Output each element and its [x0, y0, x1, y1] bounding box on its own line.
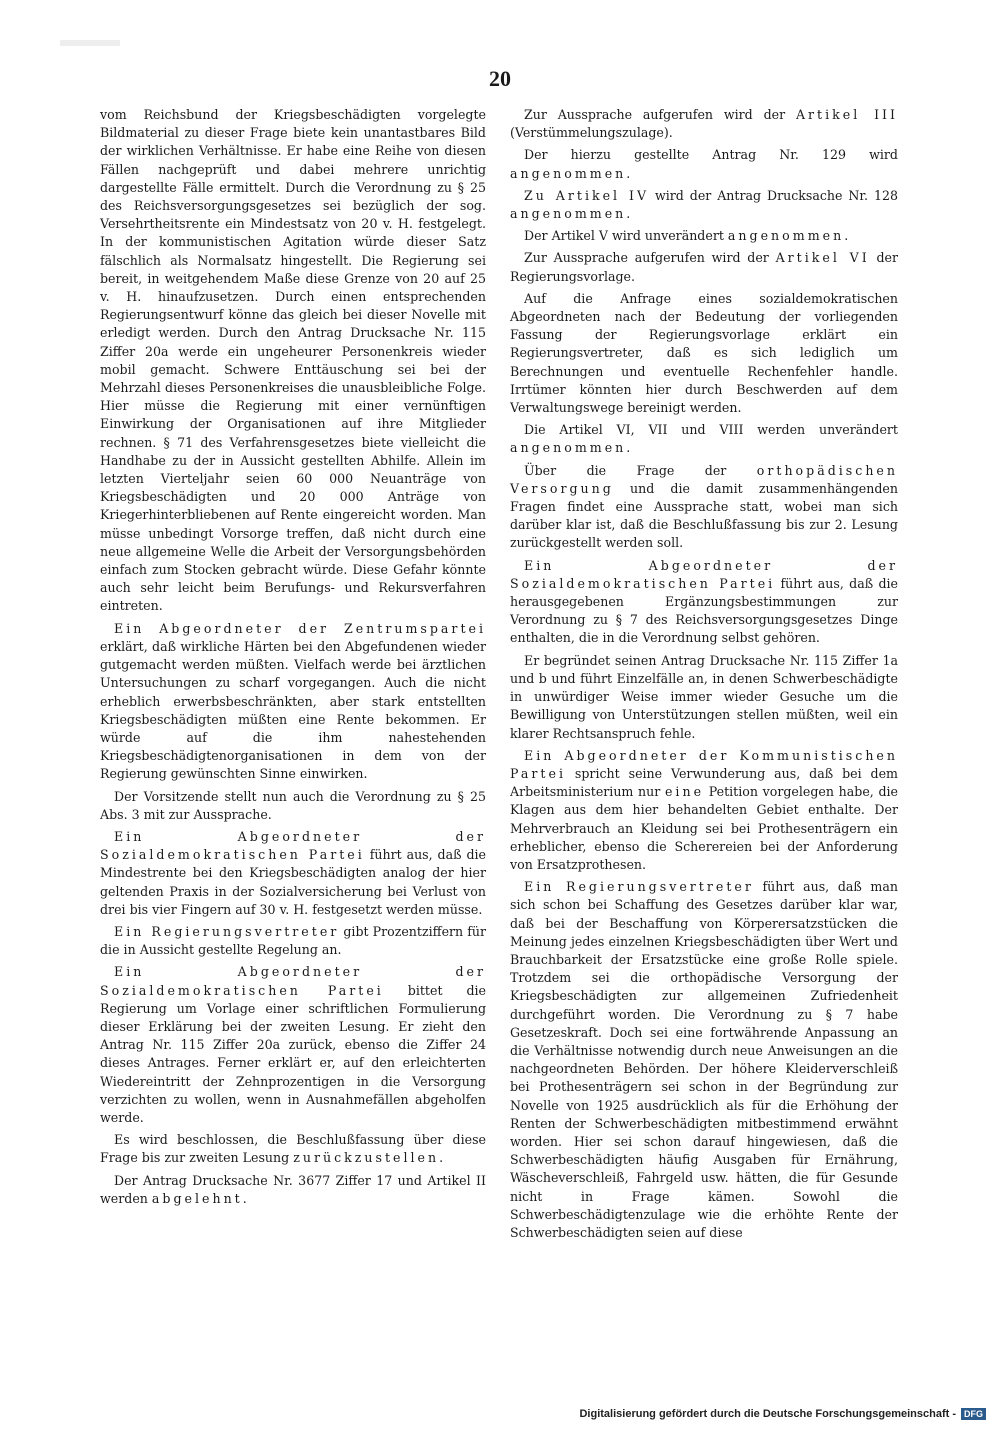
paragraph-text: Der hierzu gestellte Antrag Nr. 129 wird	[524, 147, 898, 163]
paragraph	[510, 227, 898, 245]
paragraph-text: wird der Antrag Drucksache Nr. 128	[649, 187, 898, 203]
scan-artifact	[60, 40, 120, 46]
paragraph-text: vom Reichsbund der Kriegsbeschädigten vorgelegte Bildmaterial zu dieser Frage biete kein unantastbares Bild der wirklichen Verhältnisse. Er habe eine Reihe von diesen Fällen nachgeprüft und dabei mehrere unrichtig dargestellte Fälle ermittelt. Durch die Verordnung zu § 25 des Reichsversorgungsgesetzes sei bezüglich der sog. Versehrtheitsrente ein Mindestsatz von 20 v. H. festgelegt. In der kommunistischen Agitation würde dieser Satz fälschlich als Normalsatz hingestellt. Die Regierung sei bereit, in weitgehendem Maße diese Grenze von 20 auf 25 v. H. hinaufzusetzen. Durch einen entsprechenden Regierungsentwurf könne das gleich bei dieser Novelle mit erledigt werden. Durch den Antrag Drucksache Nr. 115 Ziffer 20a werde ein ungeheurer Personenkreis wieder mobil gemacht. Schwere Enttäuschung sei bei der Mehrzahl dieses Personenkreises die unausbleibliche Folge. Hier müsse die Regierung mit einer vernünftigen Einwirkung der Organisationen auf ihre Mitglieder rechnen. § 71 des Verfahrensgesetzes biete vielleicht die Handhabe zu der in Aussicht gestellten Abhilfe. Allein im letzten Vierteljahr seien 60 000 Neuanträge von Kriegsbeschädigten und 20 000 Anträge von Kriegerhinterbliebenen auf Rente eingereicht worden. Man müsse unbedingt Vorsorge treffen, daß nicht durch eine neue allgemeine Welle die Arbeit der Versorgungsbehörden einfach zum Stocken gebracht würde. Diese Gefahr könnte auch sehr leicht beim Berufungs- und Rekursverfahren eintreten.	[100, 107, 486, 614]
spaced-text: Ein Regierungsvertreter	[114, 923, 340, 939]
footer	[579, 1408, 986, 1420]
dfg-logo: DFG	[961, 1408, 986, 1420]
spaced-text: zurückzustellen.	[293, 1150, 447, 1166]
spaced-text: Zu Artikel IV	[524, 187, 650, 203]
paragraph-text: Zur Aussprache aufgerufen wird der	[524, 250, 776, 266]
paragraph-text: spricht seine Verwunderung aus, daß bei dem Arbeitsministerium nur	[510, 765, 898, 800]
paragraph	[510, 878, 898, 1242]
paragraph-text: bittet die Regierung um Vorlage einer schriftlichen Formulierung dieser Erklärung bei der zweiten Lesung. Er zieht den Antrag Nr. 115 Ziffer 20a zurück, ebenso die Ziffer 24 dieses Antrages. Ferner erklärt er, auf den erleichterten Wiedereintritt der Zehnprozentigen in die Versorgung verzichten zu wollen, wenn in Ausnahmefällen abgeholfen werde.	[100, 982, 486, 1125]
footer-text: Digitalisierung gefördert durch die Deutsche Forschungsgemeinschaft -	[579, 1408, 956, 1420]
paragraph	[510, 146, 898, 182]
paragraph-text: führt aus, daß die Mindestrente bei den Kriegsbeschädigten analog der hier geltenden Praxis in der Sozialversicherung bei Verlust von drei bis vier Fingern auf 30 v. H. festgesetzt werden müsse.	[100, 847, 486, 917]
paragraph-text: gibt Prozentziffern für die in Aussicht gestellte Regelung an.	[100, 923, 486, 958]
paragraph-text: Zur Aussprache aufgerufen wird der	[524, 107, 796, 122]
paragraph-text: und die damit zusammenhängenden Fragen findet eine Aussprache statt, wobei man sich darüber klar ist, daß die Beschlußfassung bis zur 2. Lesung zurückgestellt werden soll.	[510, 480, 898, 551]
paragraph-text: (Verstümmelungszulage).	[510, 125, 673, 141]
paragraph-text: erklärt, daß wirkliche Härten bei den Abgefundenen wieder gutgemacht werden müßten. Vielfach werde bei ärztlichen Untersuchungen zu scharf vorgegangen. Auch die nicht erheblich erwerbsbeschränkten, aber stark entstellten Kriegsbeschädigten müßten eine Rente bekommen. Er würde auf die ihm nahestehenden Kriegsbeschädigtenorganisationen in dem von der Regierung gewünschten Sinne einwirken.	[100, 638, 486, 782]
spaced-text: Ein Abgeordneter der Zentrumspartei	[114, 620, 486, 636]
paragraph-text: Petition vorgelegen habe, die Klagen aus dem hier behandelten Gebiet enthalte. Der Mehrverbrauch an Kleidung sei bei Prothesenträgern ein erheblicher, ebenso die Scherereien bei der Anforderung von Ersatzprothesen.	[510, 784, 899, 872]
paragraph-text: führt aus, daß man sich schon bei Schaffung des Gesetzes darüber klar war, daß bei der Beschaffung von Körperersatzstücken die Meinung jedes einzelnen Kriegsbeschädigten über Wert und Brauchbarkeit der Ersatzstücke eine große Rolle spiele. Trotzdem sei die orthopädische Versorgung der Kriegsbeschädigten zur allgemeinen Zufriedenheit durchgeführt worden. Die Verordnung zu § 7 habe Gesetzeskraft. Doch sei eine fortwährende Anpassung an die Verhältnisse notwendig durch neue Anweisungen an die nachgeordneten Behörden. Der höhere Kleiderverschleiß bei Prothesenträgern sei schon in der Begründung zur Novelle von 1925 ausdrücklich als für die Erhöhung der Renten der Schwerbeschädigten mitbestimmend erwähnt worden. Hier sei schon darauf hingewiesen, daß die Schwerbeschädigten häufig Ausgaben für Ernährung, Wäscheverschleiß, Fahrgeld usw. hätten, die für Gesunde nicht in Frage kämen. Sowohl die Schwerbeschädigtenzulage wie die erhöhte Rente der Schwerbeschädigten seien auf diese	[510, 879, 898, 1240]
spaced-text: eine	[664, 784, 705, 800]
paragraph	[100, 923, 486, 959]
spaced-text: Ein Regierungsvertreter	[524, 879, 754, 895]
paragraph	[510, 652, 898, 743]
paragraph	[100, 788, 486, 824]
paragraph	[510, 557, 898, 648]
left-column	[100, 106, 486, 1212]
spaced-text: angenommen.	[727, 228, 852, 244]
paragraph	[100, 106, 486, 616]
paragraph	[510, 290, 898, 417]
paragraph-text: Er begründet seinen Antrag Drucksache Nr. 115 Ziffer 1a und b und führt Einzelfälle an, in denen Schwerbeschädigte in unwürdiger Weise immer wieder Gesuche um die Bewilligung von Unterstützungen stellen müßten, weil ein klarer Rechtsanspruch fehle.	[510, 652, 898, 741]
spaced-text: Ein Abgeordneter der Sozialdemokratischen Partei	[100, 828, 486, 863]
paragraph-text: Über die Frage der	[524, 462, 757, 478]
spaced-text: angenommen.	[510, 165, 634, 181]
spaced-text: Artikel VI	[775, 250, 870, 266]
spaced-text: Artikel III	[795, 107, 899, 122]
paragraph	[510, 421, 898, 457]
paragraph-text: Der Vorsitzende stellt nun auch die Verordnung zu § 25 Abs. 3 mit zur Aussprache.	[100, 788, 486, 822]
paragraph-text: Die Artikel VI, VII und VIII werden unverändert	[524, 422, 898, 438]
paragraph	[510, 249, 898, 285]
page-number: 20	[489, 66, 511, 91]
paragraph-text: Es wird beschlossen, die Beschlußfassung über diese Frage bis zur zweiten Lesung	[100, 1132, 486, 1166]
paragraph	[510, 187, 898, 223]
right-column	[510, 106, 898, 1246]
paragraph-text: führt aus, daß die herausgegebenen Ergänzungsbestimmungen zur Verordnung zu § 7 des Reichsversorgungsgesetzes Dinge enthalten, die in die Verordnung selbst gehören.	[510, 575, 898, 646]
paragraph-text: Auf die Anfrage eines sozialdemokratischen Abgeordneten nach der Bedeutung der vorliegenden Fassung der Regierungsvorlage erklärt ein Regierungsvertreter, daß es sich lediglich um Berechnungen und eventuelle Rechenfehler handle. Irrtümer könnten hier durch Beschwerden auf dem Verwaltungswege bereinigt werden.	[510, 290, 898, 416]
paragraph	[100, 963, 486, 1127]
spaced-text: orthopädischen Versorgung	[510, 462, 898, 496]
spaced-text: angenommen.	[510, 206, 634, 222]
paragraph-text: Der Artikel V wird unverändert	[524, 228, 728, 244]
paragraph	[100, 828, 486, 919]
paragraph	[510, 747, 898, 874]
spaced-text: abgelehnt.	[151, 1190, 250, 1206]
paragraph	[100, 620, 486, 784]
paragraph	[510, 106, 898, 142]
paragraph	[100, 1131, 486, 1167]
paragraph	[510, 462, 898, 553]
spaced-text: Ein Abgeordneter der Sozialdemokratischen Partei	[100, 964, 486, 998]
spaced-text: Ein Abgeordneter der Kommunistischen Partei	[510, 747, 898, 781]
spaced-text: angenommen.	[510, 440, 634, 456]
paragraph-text: der Regierungsvorlage.	[510, 250, 898, 284]
spaced-text: Ein Abgeordneter der Sozialdemokratischen Partei	[510, 557, 898, 591]
paragraph	[100, 1172, 486, 1208]
paragraph-text: Der Antrag Drucksache Nr. 3677 Ziffer 17 und Artikel II werden	[100, 1172, 486, 1206]
